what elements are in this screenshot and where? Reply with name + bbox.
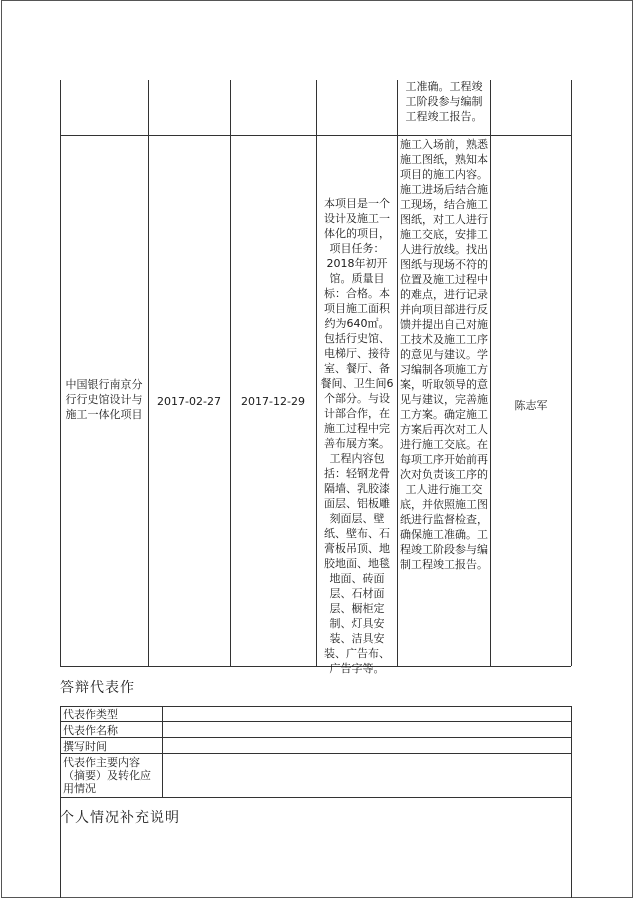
table-line xyxy=(316,80,317,666)
form-line xyxy=(60,753,571,754)
top-row-work-content: 工准确。工程竣工阶段参与编制工程竣工报告。 xyxy=(405,80,483,123)
form-line xyxy=(571,706,572,797)
table-line xyxy=(60,666,571,667)
end-date: 2017-12-29 xyxy=(241,395,305,408)
table-line xyxy=(571,80,572,666)
table-line xyxy=(230,80,231,666)
table-line xyxy=(60,80,61,666)
table-line xyxy=(397,80,398,666)
form-line xyxy=(60,797,571,798)
table-line xyxy=(148,80,149,666)
defense-content-label: 代表作主要内容（摘要）及转化应用情况 xyxy=(63,756,151,795)
form-line xyxy=(60,737,571,738)
table-line xyxy=(60,135,571,136)
form-line xyxy=(162,706,163,797)
defense-type-label: 代表作类型 xyxy=(63,708,118,721)
form-line xyxy=(571,797,572,898)
person-name: 陈志军 xyxy=(514,399,548,412)
form-line xyxy=(60,797,61,898)
supplement-section-title: 个人情况补充说明 xyxy=(60,810,180,826)
form-line xyxy=(60,706,571,707)
start-date: 2017-02-27 xyxy=(157,395,221,408)
work-content: 施工入场前，熟悉施工图纸，熟知本项目的施工内容。施工进场后结合施工现场，结合施工图纸，对工人进行施工交底，安排工人进行放线。找出图纸与现场不符的位置及施工过程中的难点，进行记录并向项目部进行反馈并提出自己对施工技术及施工工序的意见与建议。学习编制各项施工方案，听取领导的意见与建议，完善施工方案。确定施工方案后再次对工人进行施工交底。在每项工序开始前再次对负责该工序的工人进行施工交底，并依照施工图纸进行监督检查，确保施工准确。工程竣工阶段参与编制工程竣工报告。 xyxy=(400,138,488,571)
table-line xyxy=(490,80,491,666)
project-name: 中国银行南京分行行史馆设计与施工一体化项目 xyxy=(65,378,143,421)
defense-name-label: 代表作名称 xyxy=(63,724,118,737)
defense-time-label: 撰写时间 xyxy=(63,740,107,753)
defense-section-title: 答辩代表作 xyxy=(60,680,135,696)
form-line xyxy=(60,721,571,722)
form-line xyxy=(60,706,61,797)
project-content: 本项目是一个设计及施工一体化的项目，项目任务：2018年初开馆。质量目标：合格。本项目施工面积约为640㎡。包括行史馆、电梯厅、接待室、餐厅、备餐间、卫生间6个部分。与设计部合作，在施工过程中完善布展方案。工程内容包括：轻钢龙骨隔墙、乳胶漆面层、铝板雕刻面层、壁纸、壁布、石膏板吊顶、地胶地面、地毯地面、砖面层、石材面层、橱柜定制、灯具安装、洁具安装、广告布、广告字等。 xyxy=(320,197,394,675)
